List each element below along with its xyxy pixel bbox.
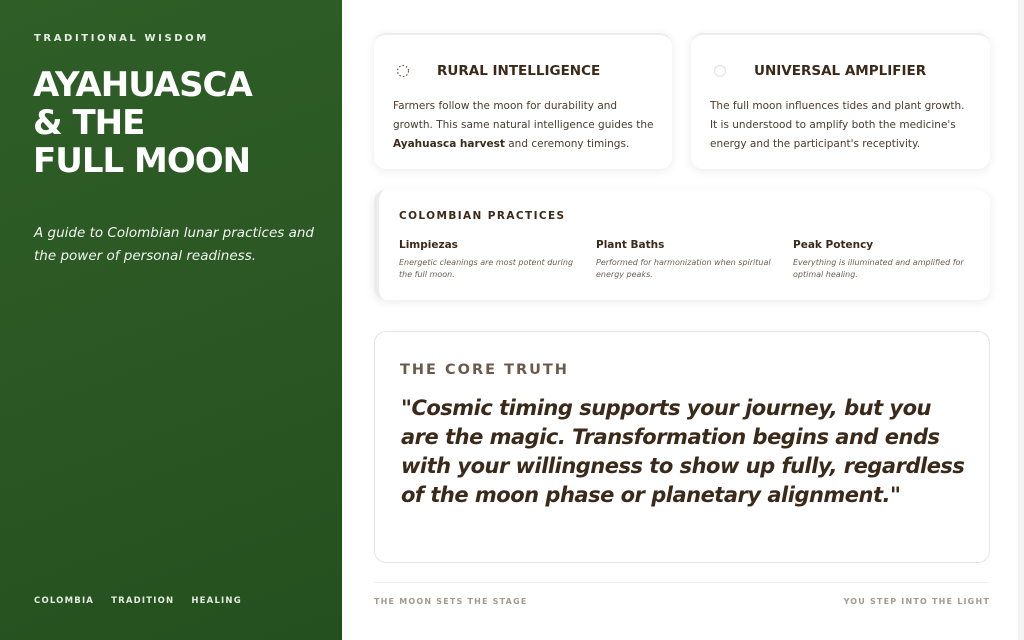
title-line: FULL MOON [33, 141, 251, 181]
hero-panel [0, 0, 342, 640]
card-header [713, 63, 926, 79]
tag-list [34, 596, 242, 606]
footer-right-text: YOU STEP INTO THE LIGHT [843, 597, 990, 606]
faint-circle-icon [713, 64, 727, 78]
practice-item [399, 239, 579, 281]
core-quote: "Cosmic timing supports your journey, but you are the magic. Transformation begins and ends with your willingness to show up fully, regardless of the moon phase or planetary alignment." [401, 396, 965, 507]
practice-name: Peak Potency [793, 239, 874, 251]
card-body [393, 97, 658, 154]
section-title: COLOMBIAN PRACTICES [399, 210, 566, 222]
rural-intelligence-card [374, 33, 672, 169]
dotted-circle-icon [396, 64, 410, 78]
practice-item [596, 239, 776, 281]
card-body: The full moon influences tides and plant growth. It is understood to amplify both the medicine's energy and the participant's receptivity. [710, 100, 965, 150]
subtitle: A guide to Colombian lunar practices and the power of personal readiness. [34, 225, 314, 264]
section-title: THE CORE TRUTH [400, 362, 569, 378]
tag: HEALING [191, 596, 242, 606]
window-edge [1018, 0, 1024, 640]
footer-left-text: THE MOON SETS THE STAGE [374, 597, 528, 606]
card-header [396, 63, 600, 79]
universal-amplifier-card [691, 33, 990, 169]
tag: TRADITION [111, 596, 175, 606]
eyebrow: TRADITIONAL WISDOM [34, 33, 209, 44]
practice-name: Limpiezas [399, 239, 458, 251]
card-body-highlight: Ayahuasca harvest [393, 138, 505, 150]
practice-desc: Energetic cleanings are most potent during the full moon. [399, 258, 574, 279]
colombian-practices-card [374, 190, 990, 300]
title-line: AYAHUASCA [33, 65, 252, 105]
tag: COLOMBIA [34, 596, 95, 606]
title-line: & THE [33, 103, 145, 143]
page-title [33, 66, 323, 180]
card-body-text: and ceremony timings. [504, 138, 630, 150]
practice-name: Plant Baths [596, 239, 665, 251]
practice-desc: Everything is illuminated and amplified for optimal healing. [793, 258, 964, 279]
card-title: RURAL INTELLIGENCE [437, 63, 601, 79]
card-title: UNIVERSAL AMPLIFIER [754, 63, 927, 79]
footer-divider [374, 582, 990, 583]
practice-desc: Performed for harmonization when spiritual energy peaks. [596, 258, 771, 279]
core-truth-card [374, 331, 990, 563]
card-body-text: Farmers follow the moon for durability and growth. This same natural intelligence guides the [393, 100, 654, 131]
practice-item [793, 239, 973, 281]
